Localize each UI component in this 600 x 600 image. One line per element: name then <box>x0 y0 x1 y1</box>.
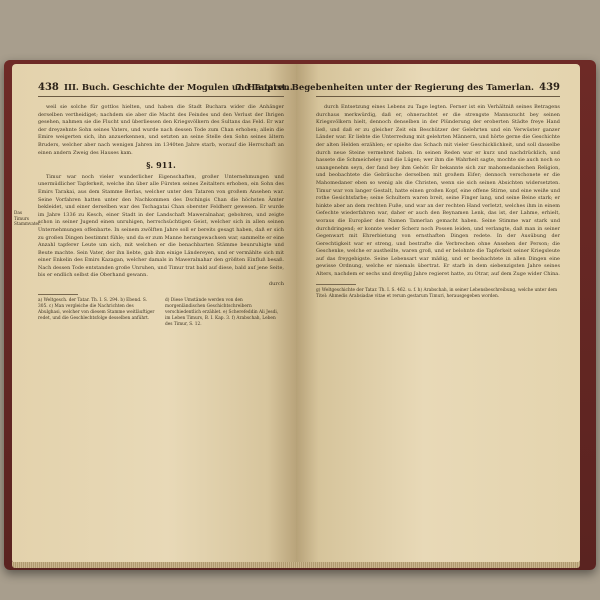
left-page-number: 438 <box>38 82 59 93</box>
left-margin-note: Das Timurs Stammvater. <box>14 210 41 227</box>
right-page-number: 439 <box>539 82 560 93</box>
left-footnote-col-2: d) Diese Umstände werden von den morgenländischen Geschichtschreibern verschiedentlich erzählet. e) Scherefeddin Ali Jesdi, im Leben Timurs, B. I. Kap. 3. f) Arabschah, Leben des Timur, S. 12. <box>165 297 279 328</box>
left-paragraph-2: Timur war noch vieler wunderlicher Eigenschaften, großer Unternehmungen und unermüdlicher Tapferkeit, welche ihn über alle Fürsten seines Zeitalters erhoben, ein Sohn des Emirs Tarakai, aus dem Stamme Berlas, welcher unter den Tataren von großem Ansehen war. Seine Vorfahren hatten unter den Nachkommen des Dschingis Chan die höchsten Ämter bekleidet, und einer derselben war des Tschagatai Chan oberster Feldherr gewesen. Er wurde im Jahre 1336 zu Kesch, einer Stadt in der Landschaft Maweralnahar, gebohren, und zeigte schon in seiner Jugend einen unruhigen, herrschsüchtigen Geist, welcher sich in allen seinen Unternehmungen offenbarte. In seinem zwölften Jahre soll er bereits gesagt haben, daß er sich zu großen Dingen bestimmt fühle; und da er zum Manne herangewachsen war, sammelte er eine Anzahl tapferer Leute um sich, mit welchen er die benachbarten Stämme beunruhigte und Beute machte. Sein Vater, der ihn liebte, gab ihm einige Ländereyen, und er vermählte sich mit einer Enkelin des Emirs Kazagan, welcher damals in Maweralnahar den größten Einfluß besaß. Nach dessen Tode entstanden große Unruhen, und Timur trat bald auf diese, bald auf jene Seite, bis er endlich selbst die Oberhand gewann. <box>38 173 284 279</box>
left-running-head: III. Buch. Geschichte der Mogulen und Tataren. <box>64 83 293 93</box>
left-footnote-rule <box>38 294 78 295</box>
right-page-header <box>235 80 560 97</box>
right-footnote-rule <box>316 284 356 285</box>
section-mark: §. 911. <box>146 160 176 171</box>
right-running-head: 7. Hauptst. Begebenheiten unter der Regierung des Tamerlan. <box>235 83 534 93</box>
page-edges <box>12 562 580 568</box>
right-footnote: g) Weltgeschichte der Tatar. Th. I. S. 462. u. f. h) Arabschah, in seiner Lebensbeschreibung, welche unter dem Titel: Ahmedis Arabsiadae vitae et rerum gestarum Timuri, herausgegeben worden. <box>316 287 558 299</box>
right-paragraph-1: durch Entsetzung eines Lebens zu Tage legten. Ferner ist ein Verhältniß seines Betragens durchaus merkwürdig, daß er, ohnerachtet er die strengste Mannszucht bey seinen Kriegsvölkern hielt, dennoch denselben in der Plünderung der eroberten Städte freye Hand ließ, und daß er zu gleicher Zeit ein Beschützer der Gelehrten und ein Verwüster ganzer Länder war. Er liebte die Unterredung mit gelehrten Männern, und hörte gerne die Geschichte der alten Helden erzählen; er spielte das Schach mit vieler Geschicklichkeit, und soll dasselbe durch neue Steine vermehret haben. In seinen Reden war er kurz und nachdrücklich, und hassete die Schmeicheley und die Lügen; wer ihm die Wahrheit sagte, mochte sie auch noch so unangenehm seyn, der fand bey ihm Gehör. Er bekannte sich zur mahomedanischen Religion, und beobachtete die Gebräuche derselben mit großem Eifer; dennoch verschonete er die Mahomedaner eben so wenig als die Christen, wenn sie sich seinen Absichten widersetzten. Timur war von langer Gestalt, hatte einen großen Kopf, eine offene Stirne, und eine weiße und rothe Gesichtsfarbe; seine Schultern waren breit, seine Finger lang, und seine Beine stark; er hinkte aber an dem rechten Fuße, und war an der rechten Hand verletzt, welches ihm in einem Gefechte wiederfahren war, daher er auch den Beynamen Lenk, das ist, der Lahme, erhielt, woraus die Europäer den Namen Tamerlan gemacht haben. Seine Stimme war stark und durchdringend; er konnte weder Scherz noch Possen leiden, und verlangte, daß man in seiner Gegenwart mit Ehrerbietung von ernsthaften Dingen redete. In der Ausübung der Gerechtigkeit war er streng, und bestrafte die Verbrechen ohne Ansehen der Person; die Geschenke, welche er austheilte, waren groß, und er belohnte die Tapferkeit seiner Kriegsleute auf das freygebigste. Seine Lebensart war mäßig, und er beobachtete in allen Dingen eine gewisse Ordnung, welche er niemals übertrat. Er starb in dem siebenzigsten Jahre seines Alters, nachdem er sechs und dreyßig Jahre regieret hatte, zu Otrar, auf dem Zuge wider China. <box>316 104 560 278</box>
left-footnotes <box>38 298 284 329</box>
left-page <box>12 64 296 564</box>
left-catchword: durch <box>268 281 284 288</box>
left-paragraph-1: weil sie solche für gottlos hielten, und haben die Stadt Buchara wider die Anhänger derselben vertheidiget; nachdem sie aber die Macht des Feindes und den Verlust der Ihrigen gesehen, nahmen sie die Flucht und überliessen den Kriegsvölkern des Sultans das Feld. Er war der dreyzehnte Sohn seines Vaters, und wurde nach dessen Tode zum Chan erhoben; allein die Emire weigerten sich, ihn anzuerkennen, und setzten an seine Stelle den Sohn seines ältern Bruders, welcher aber nach wenigen Jahren im 1340ten Jahre starb, worauf die Herrschaft an einen andern Zweig des Hauses kam. <box>38 104 284 156</box>
left-footnote-col-1: a) Weltgesch. der Tatar. Th. I. S. 294. b) Ebend. S. 305. c) Man vergleiche die Nachrichten des Abulghasi, welcher von diesem Stamme weitläuftiger redet, und die Geschlechtsfolge desselben anführt. <box>38 297 155 322</box>
left-body-text <box>38 104 284 289</box>
right-body-text <box>316 104 560 279</box>
right-page <box>235 64 580 564</box>
